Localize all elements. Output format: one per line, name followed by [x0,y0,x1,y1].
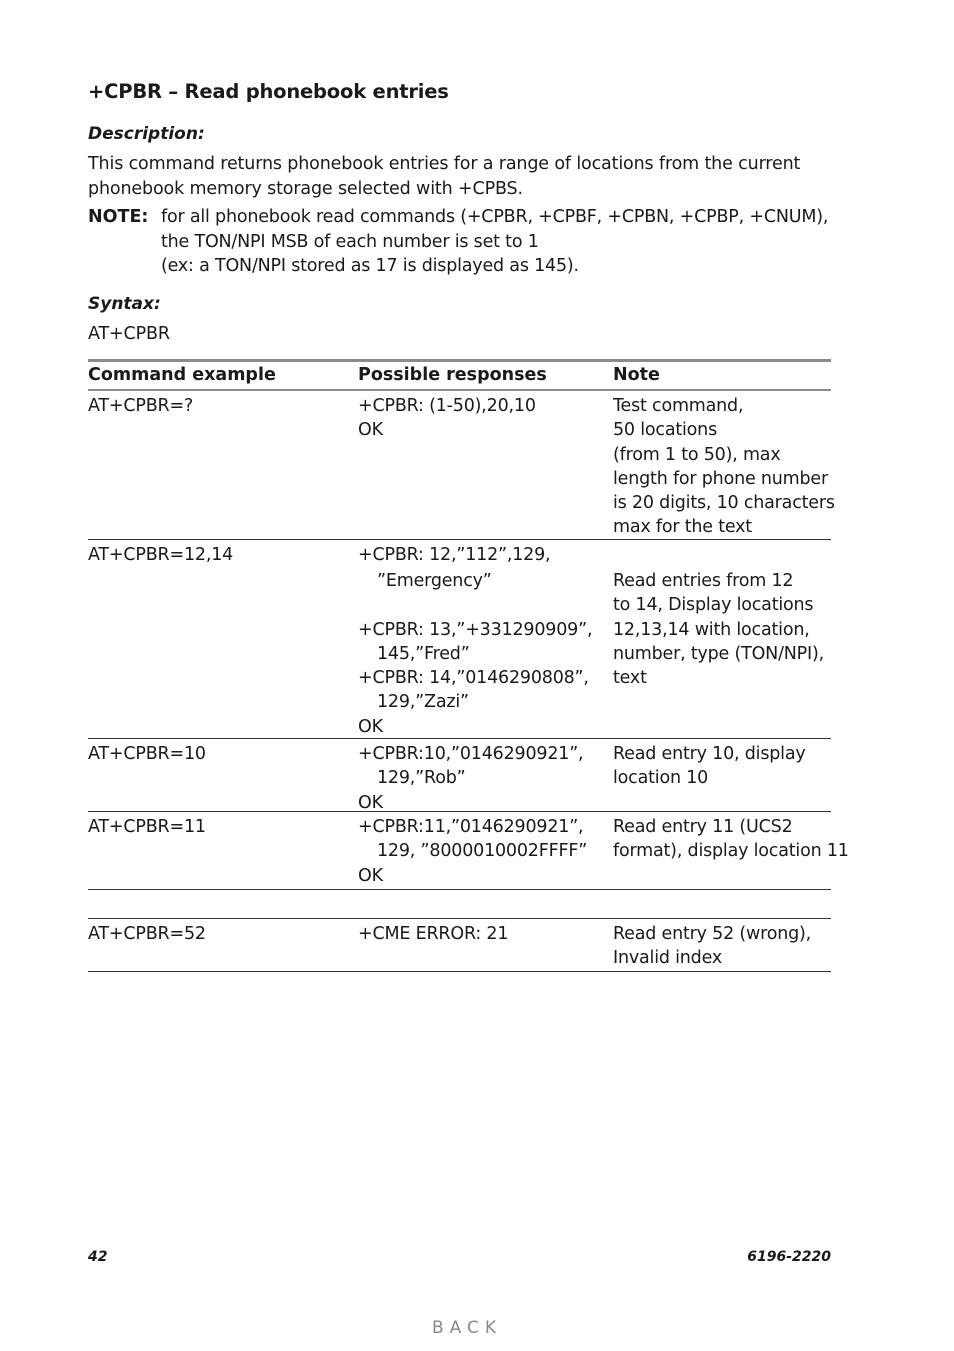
description-text [88,152,800,201]
back-link[interactable]: BACK [432,1318,503,1338]
note-line: is 20 digits, 10 characters [613,493,835,514]
response-line: +CPBR:11,”0146290921”, [358,817,584,837]
response-line: +CME ERROR: 21 [358,924,509,944]
response-line: +CPBR:10,”0146290921”, [358,744,584,764]
note-line: Read entry 11 (UCS2 [613,817,793,837]
note-line: 50 locations [613,420,717,441]
note-line: length for phone number [613,468,828,489]
note-cell [613,742,806,791]
response-line: OK [358,716,383,737]
table-empty-row [88,890,831,918]
response-line: +CPBR: 14,”0146290808”, [358,668,589,689]
document-number: 6196-2220 [747,1249,831,1265]
response-line: OK [358,865,383,886]
response-line: 129, ”8000010002FFFF” [377,841,588,862]
note-cell [613,394,835,540]
command-cell: AT+CPBR=? [88,396,194,416]
syntax-value: AT+CPBR [88,324,170,344]
response-cell [358,742,583,815]
command-cell: AT+CPBR=11 [88,817,206,837]
response-line [358,594,592,618]
note-line: text [613,668,647,689]
response-line: 145,”Fred” [377,643,470,664]
note-line: (from 1 to 50), max [613,444,781,465]
response-line: OK [358,420,383,441]
table-row [88,540,831,738]
response-line: OK [358,792,383,813]
note-line: 12,13,14 with location, [613,619,810,640]
note-line: Read entry 10, display [613,744,806,764]
header-command-example: Command example [88,365,276,385]
command-table [88,359,849,972]
note-cell [613,569,824,690]
response-line: +CPBR: 12,”112”,129, [358,545,551,565]
note-line: to 14, Display locations [613,595,814,616]
table-row [88,739,831,811]
document-page [88,0,849,1351]
description-line: phonebook memory storage selected with +CPBS. [88,178,523,199]
note-line: Read entry 52 (wrong), [613,924,812,944]
note-line: format), display location 11 [613,841,849,862]
response-cell [358,815,587,888]
response-line: 129,”Rob” [377,768,466,789]
response-line: 129,”Zazi” [377,692,469,713]
response-line: ”Emergency” [377,571,492,592]
response-cell [358,922,508,946]
note-line: number, type (TON/NPI), [613,643,824,664]
response-line: +CPBR: (1-50),20,10 [358,396,536,416]
note-line: Read entries from 12 [613,571,794,591]
response-cell [358,543,592,739]
note-line: location 10 [613,768,709,789]
command-cell: AT+CPBR=12,14 [88,545,234,565]
note-label: NOTE: [88,207,149,227]
note-text [161,205,831,279]
header-note: Note [613,365,660,385]
command-cell: AT+CPBR=10 [88,744,206,764]
command-cell: AT+CPBR=52 [88,924,206,944]
page-number: 42 [88,1249,108,1265]
note-cell [613,922,811,971]
note-line: Test command, [613,396,744,416]
response-line: +CPBR: 13,”+331290909”, [358,619,593,640]
note-line: max for the text [613,517,752,538]
note-line: Invalid index [613,948,723,969]
header-possible-responses: Possible responses [358,365,547,385]
table-header-row [88,362,831,389]
note-line: for all phonebook read commands (+CPBR, +CPBF, +CPBN, +CPBP, +CNUM), [161,207,829,227]
syntax-heading: Syntax: [88,294,161,314]
description-heading: Description: [88,124,205,144]
table-row [88,919,831,971]
table-row [88,391,835,539]
note-cell [613,815,849,864]
note-line: (ex: a TON/NPI stored as 17 is displayed as 145). [161,256,579,276]
table-bottom-rule [88,971,831,972]
description-line: This command returns phonebook entries for a range of locations from the current [88,154,801,174]
table-row [88,812,849,889]
page-title: +CPBR – Read phonebook entries [88,80,449,103]
note-line: the TON/NPI MSB of each number is set to 1 [161,231,539,252]
response-cell [358,394,536,443]
